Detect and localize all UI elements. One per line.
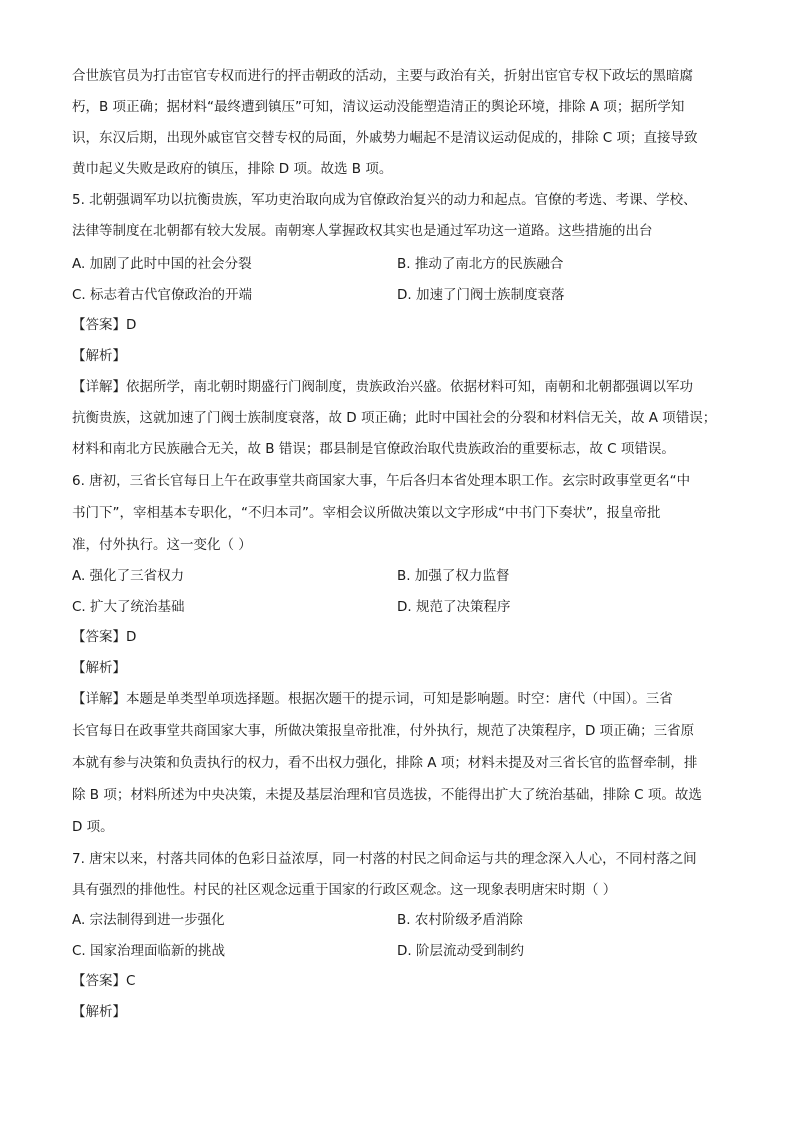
question-5-option-d: D. 加速了门阀士族制度衰落 bbox=[397, 287, 565, 303]
question-6-detail: 长官每日在政事堂共商国家大事，所做决策报皇帝批准，付外执行，规范了决策程序，D 项正确；三省原 bbox=[72, 723, 695, 739]
question-7-analysis-label: 【解析】 bbox=[72, 1004, 126, 1020]
question-6-option-b: B. 加强了权力监督 bbox=[397, 568, 510, 584]
question-6-analysis-label: 【解析】 bbox=[72, 660, 126, 676]
question-6-detail: D 项。 bbox=[72, 819, 114, 835]
question-7-option-a: A. 宗法制得到进一步强化 bbox=[72, 912, 225, 928]
question-7-stem: 7. 唐宋以来，村落共同体的色彩日益浓厚，同一村落的村民之间命运与共的理念深入人心，不同村落之间 bbox=[72, 851, 697, 867]
question-7-option-b: B. 农村阶级矛盾消除 bbox=[397, 912, 523, 928]
question-5-answer: 【答案】D bbox=[72, 317, 137, 333]
question-6-stem: 书门下”，宰相基本专职化，“不归本司”。宰相会议所做决策以文字形成“中书门下奏状”，报皇帝批 bbox=[72, 505, 661, 521]
question-6-detail: 【详解】本题是单类型单项选择题。根据次题干的提示词，可知是影响题。时空：唐代（中国）。三省 bbox=[72, 691, 673, 707]
question-6-option-a: A. 强化了三省权力 bbox=[72, 568, 185, 584]
question-6-option-c: C. 扩大了统治基础 bbox=[72, 599, 185, 615]
question-5-detail: 抗衡贵族，这就加速了门阀士族制度衰落，故 D 项正确；此时中国社会的分裂和材料信无关，故 A 项错误； bbox=[72, 410, 717, 426]
question-7-option-d: D. 阶层流动受到制约 bbox=[397, 943, 524, 959]
paragraph-line: 朽，B 项正确；据材料“最终遭到镇压”可知，清议运动没能塑造清正的舆论环境，排除 A 项；据所学知 bbox=[72, 99, 685, 115]
question-7-answer: 【答案】C bbox=[72, 973, 136, 989]
paragraph-line: 识，东汉后期，出现外戚宦官交替专权的局面，外戚势力崛起不是清议运动促成的，排除 C 项；直接导致 bbox=[72, 130, 698, 146]
question-5-detail: 材料和南北方民族融合无关，故 B 错误；郡县制是官僚政治取代贵族政治的重要标志，故 C 项错误。 bbox=[72, 441, 675, 457]
question-5-option-c: C. 标志着古代官僚政治的开端 bbox=[72, 287, 253, 303]
question-7-option-c: C. 国家治理面临新的挑战 bbox=[72, 943, 226, 959]
question-6-detail: 本就有参与决策和负责执行的权力，看不出权力强化，排除 A 项；材料未提及对三省长官的监督牵制，排 bbox=[72, 755, 698, 771]
question-5-analysis-label: 【解析】 bbox=[72, 348, 126, 364]
question-5-option-a: A. 加剧了此时中国的社会分裂 bbox=[72, 256, 252, 272]
question-7-stem: 具有强烈的排他性。村民的社区观念远重于国家的行政区观念。这一现象表明唐宋时期（ ） bbox=[72, 882, 617, 898]
question-6-detail: 除 B 项；材料所述为中央决策，未提及基层治理和官员选拔，不能得出扩大了统治基础，排除 C 项。故选 bbox=[72, 787, 702, 803]
paragraph-line: 合世族官员为打击宦官专权而进行的抨击朝政的活动，主要与政治有关，折射出宦官专权下政坛的黑暗腐 bbox=[72, 68, 693, 84]
question-6-answer: 【答案】D bbox=[72, 629, 137, 645]
question-6-stem: 6. 唐初，三省长官每日上午在政事堂共商国家大事，午后各归本省处理本职工作。玄宗时政事堂更名“中 bbox=[72, 473, 691, 489]
question-6-option-d: D. 规范了决策程序 bbox=[397, 599, 511, 615]
question-5-stem: 5. 北朝强调军功以抗衡贵族，军功吏治取向成为官僚政治复兴的动力和起点。官僚的考选、考课、学校、 bbox=[72, 192, 697, 208]
question-5-option-b: B. 推动了南北方的民族融合 bbox=[397, 256, 564, 272]
question-5-detail: 【详解】依据所学，南北朝时期盛行门阀制度，贵族政治兴盛。依据材料可知，南朝和北朝都强调以军功 bbox=[72, 379, 693, 395]
paragraph-line: 黄巾起义失败是政府的镇压，排除 D 项。故选 B 项。 bbox=[72, 161, 393, 177]
question-6-stem: 准，付外执行。这一变化（ ） bbox=[72, 537, 252, 553]
question-5-stem: 法律等制度在北朝都有较大发展。南朝寒人掌握政权其实也是通过军功这一道路。这些措施的出台 bbox=[72, 223, 653, 239]
